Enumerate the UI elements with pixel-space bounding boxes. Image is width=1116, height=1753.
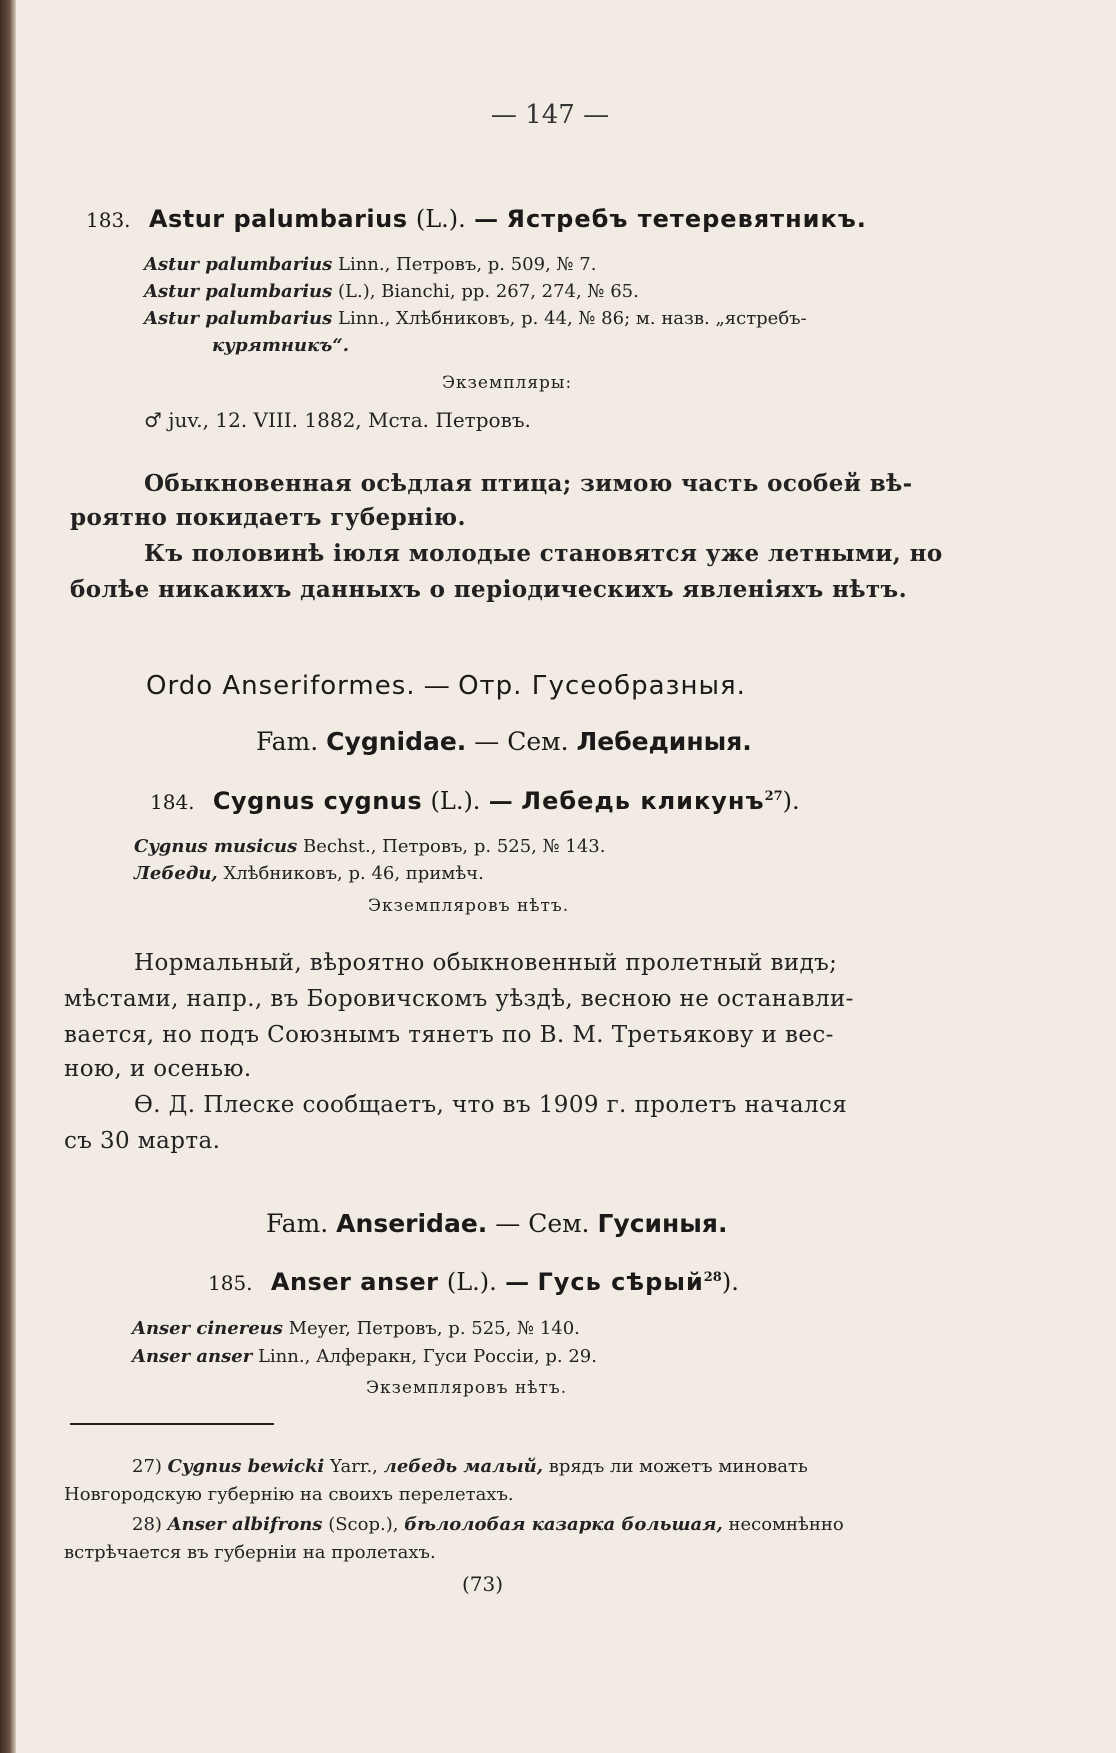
- synonym-reference: Linn., Алферакн, Гуси Россіи, p. 29.: [257, 1346, 597, 1367]
- footnote-28: [132, 1514, 844, 1535]
- synonym-line: [132, 1318, 580, 1339]
- synonym-vernacular: курятникъ“.: [212, 335, 350, 356]
- synonym-line: [144, 281, 639, 302]
- footnote-number: 28): [132, 1514, 162, 1535]
- footnote-vernacular: бѣлолобая казарка большая,: [404, 1514, 723, 1535]
- species-latin-name: Anser anser: [270, 1268, 439, 1296]
- synonym-latin: Astur palumbarius: [144, 281, 333, 302]
- synonym-reference: Linn., Хлѣбниковъ, p. 44, № 86; м. назв. „ястребъ-: [338, 308, 807, 329]
- synonym-line: [144, 254, 596, 275]
- synonym-latin: Anser cinereus: [132, 1318, 283, 1339]
- footnote-text: несомнѣнно: [728, 1514, 844, 1535]
- species-russian-name: Ястребъ тетеревятникъ.: [506, 205, 867, 233]
- text-line: Ѳ. Д. Плеске сообщаетъ, что въ 1909 г. пролетъ начался: [134, 1092, 848, 1118]
- footnote-number: 27): [132, 1456, 162, 1477]
- species-russian-name: Гусь сѣрый: [537, 1268, 704, 1296]
- footnote-latin: Cygnus bewicki: [167, 1456, 325, 1477]
- footnote-27: [132, 1456, 808, 1477]
- species-russian-name: Лебедь кликунъ: [521, 787, 765, 815]
- footnote-ref: 28: [703, 1270, 722, 1285]
- species-number: 185.: [208, 1271, 253, 1295]
- text-line: Обыкновенная осѣдлая птица; зимою часть особей вѣ-: [144, 470, 913, 497]
- synonym-latin: Cygnus musicus: [134, 836, 298, 857]
- family-heading-anseridae: [266, 1209, 727, 1238]
- text-line: Нормальный, вѣроятно обыкновенный пролетный видъ;: [134, 950, 838, 976]
- printer-signature: (73): [462, 1572, 504, 1596]
- species-latin-name: Cygnus cygnus: [212, 787, 423, 815]
- species-heading-184: [150, 786, 800, 815]
- heading-dash: —: [505, 1267, 530, 1296]
- synonym-line: [134, 836, 605, 857]
- family-latin: Anseridae.: [336, 1209, 488, 1238]
- footnote-author: (Scop.),: [328, 1514, 399, 1535]
- synonym-latin: Astur palumbarius: [144, 254, 333, 275]
- synonym-latin: Лебеди,: [134, 863, 218, 884]
- specimen-record: ♂ juv., 12. VIII. 1882, Мста. Петровъ.: [144, 408, 531, 432]
- no-specimens-note: Экземпляровъ нѣтъ.: [366, 1378, 568, 1398]
- synonym-reference: Хлѣбниковъ, p. 46, примѣч.: [223, 863, 484, 884]
- footnote-latin: Anser albifrons: [167, 1514, 323, 1535]
- heading-close: ).: [782, 787, 800, 815]
- no-specimens-note: Экземпляровъ нѣтъ.: [368, 896, 570, 916]
- specimens-label: Экземпляры:: [442, 373, 573, 393]
- text-line: Къ половинѣ іюля молодые становятся уже летными, но: [144, 540, 943, 567]
- footnote-28-line2: встрѣчается въ губерніи на пролетахъ.: [64, 1542, 436, 1563]
- order-latin: Ordo Anseriformes.: [146, 671, 416, 701]
- synonym-reference: Bechst., Петровъ, p. 525, № 143.: [302, 836, 606, 857]
- species-author: (L.).: [415, 205, 466, 233]
- species-heading-185: [208, 1267, 739, 1296]
- synonym-continuation: [212, 335, 349, 356]
- synonym-latin: Astur palumbarius: [144, 308, 333, 329]
- species-latin-name: Astur palumbarius: [148, 205, 408, 233]
- synonym-reference: Linn., Петровъ, p. 509, № 7.: [338, 254, 597, 275]
- footnote-author: Yarr.,: [330, 1456, 378, 1477]
- text-line: вается, но подъ Союзнымъ тянетъ по В. М. Третьякову и вес-: [64, 1022, 834, 1048]
- heading-close: ).: [721, 1268, 739, 1296]
- family-label: Fam.: [256, 727, 319, 756]
- species-number: 184.: [150, 790, 195, 814]
- text-line: ною, и осенью.: [64, 1056, 252, 1082]
- species-author: (L.).: [446, 1268, 497, 1296]
- heading-dash: —: [495, 1209, 521, 1238]
- species-author: (L.).: [430, 787, 481, 815]
- family-label: Fam.: [266, 1209, 329, 1238]
- heading-dash: —: [474, 204, 499, 233]
- species-number: 183.: [86, 208, 131, 232]
- text-line: болѣе никакихъ данныхъ о періодическихъ явленіяхъ нѣтъ.: [70, 576, 907, 603]
- heading-dash: —: [488, 786, 513, 815]
- text-line: мѣстами, напр., въ Боровичскомъ уѣздѣ, весною не останавли-: [64, 986, 854, 1012]
- heading-dash: —: [423, 671, 450, 701]
- text-line: роятно покидаетъ губернію.: [70, 504, 466, 531]
- synonym-line: [134, 863, 484, 884]
- family-latin: Cygnidae.: [326, 727, 467, 756]
- synonym-line: [144, 308, 807, 329]
- species-heading-183: [86, 204, 867, 233]
- family-heading-cygnidae: [256, 727, 752, 756]
- footnote-vernacular: лебедь малый,: [383, 1456, 543, 1477]
- order-russian: Отр. Гусеобразныя.: [458, 671, 746, 701]
- synonym-reference: Meyer, Петровъ, p. 525, № 140.: [288, 1318, 580, 1339]
- footnote-text: врядъ ли можетъ миновать: [548, 1456, 808, 1477]
- family-russian: Лебединыя.: [576, 727, 752, 756]
- synonym-reference: (L.), Bianchi, pp. 267, 274, № 65.: [338, 281, 639, 302]
- footnote-ref: 27: [764, 789, 783, 804]
- footnote-separator: [70, 1423, 274, 1425]
- heading-dash: —: [474, 727, 500, 756]
- family-sem-label: Сем.: [528, 1209, 590, 1238]
- synonym-line: [132, 1346, 597, 1367]
- order-heading: [146, 671, 746, 701]
- family-sem-label: Сем.: [507, 727, 569, 756]
- text-line: съ 30 марта.: [64, 1128, 221, 1154]
- synonym-latin: Anser anser: [132, 1346, 253, 1367]
- family-russian: Гусиныя.: [597, 1209, 728, 1238]
- page-number: — 147 —: [490, 100, 610, 130]
- footnote-27-line2: Новгородскую губернію на своихъ перелетахъ.: [64, 1484, 514, 1505]
